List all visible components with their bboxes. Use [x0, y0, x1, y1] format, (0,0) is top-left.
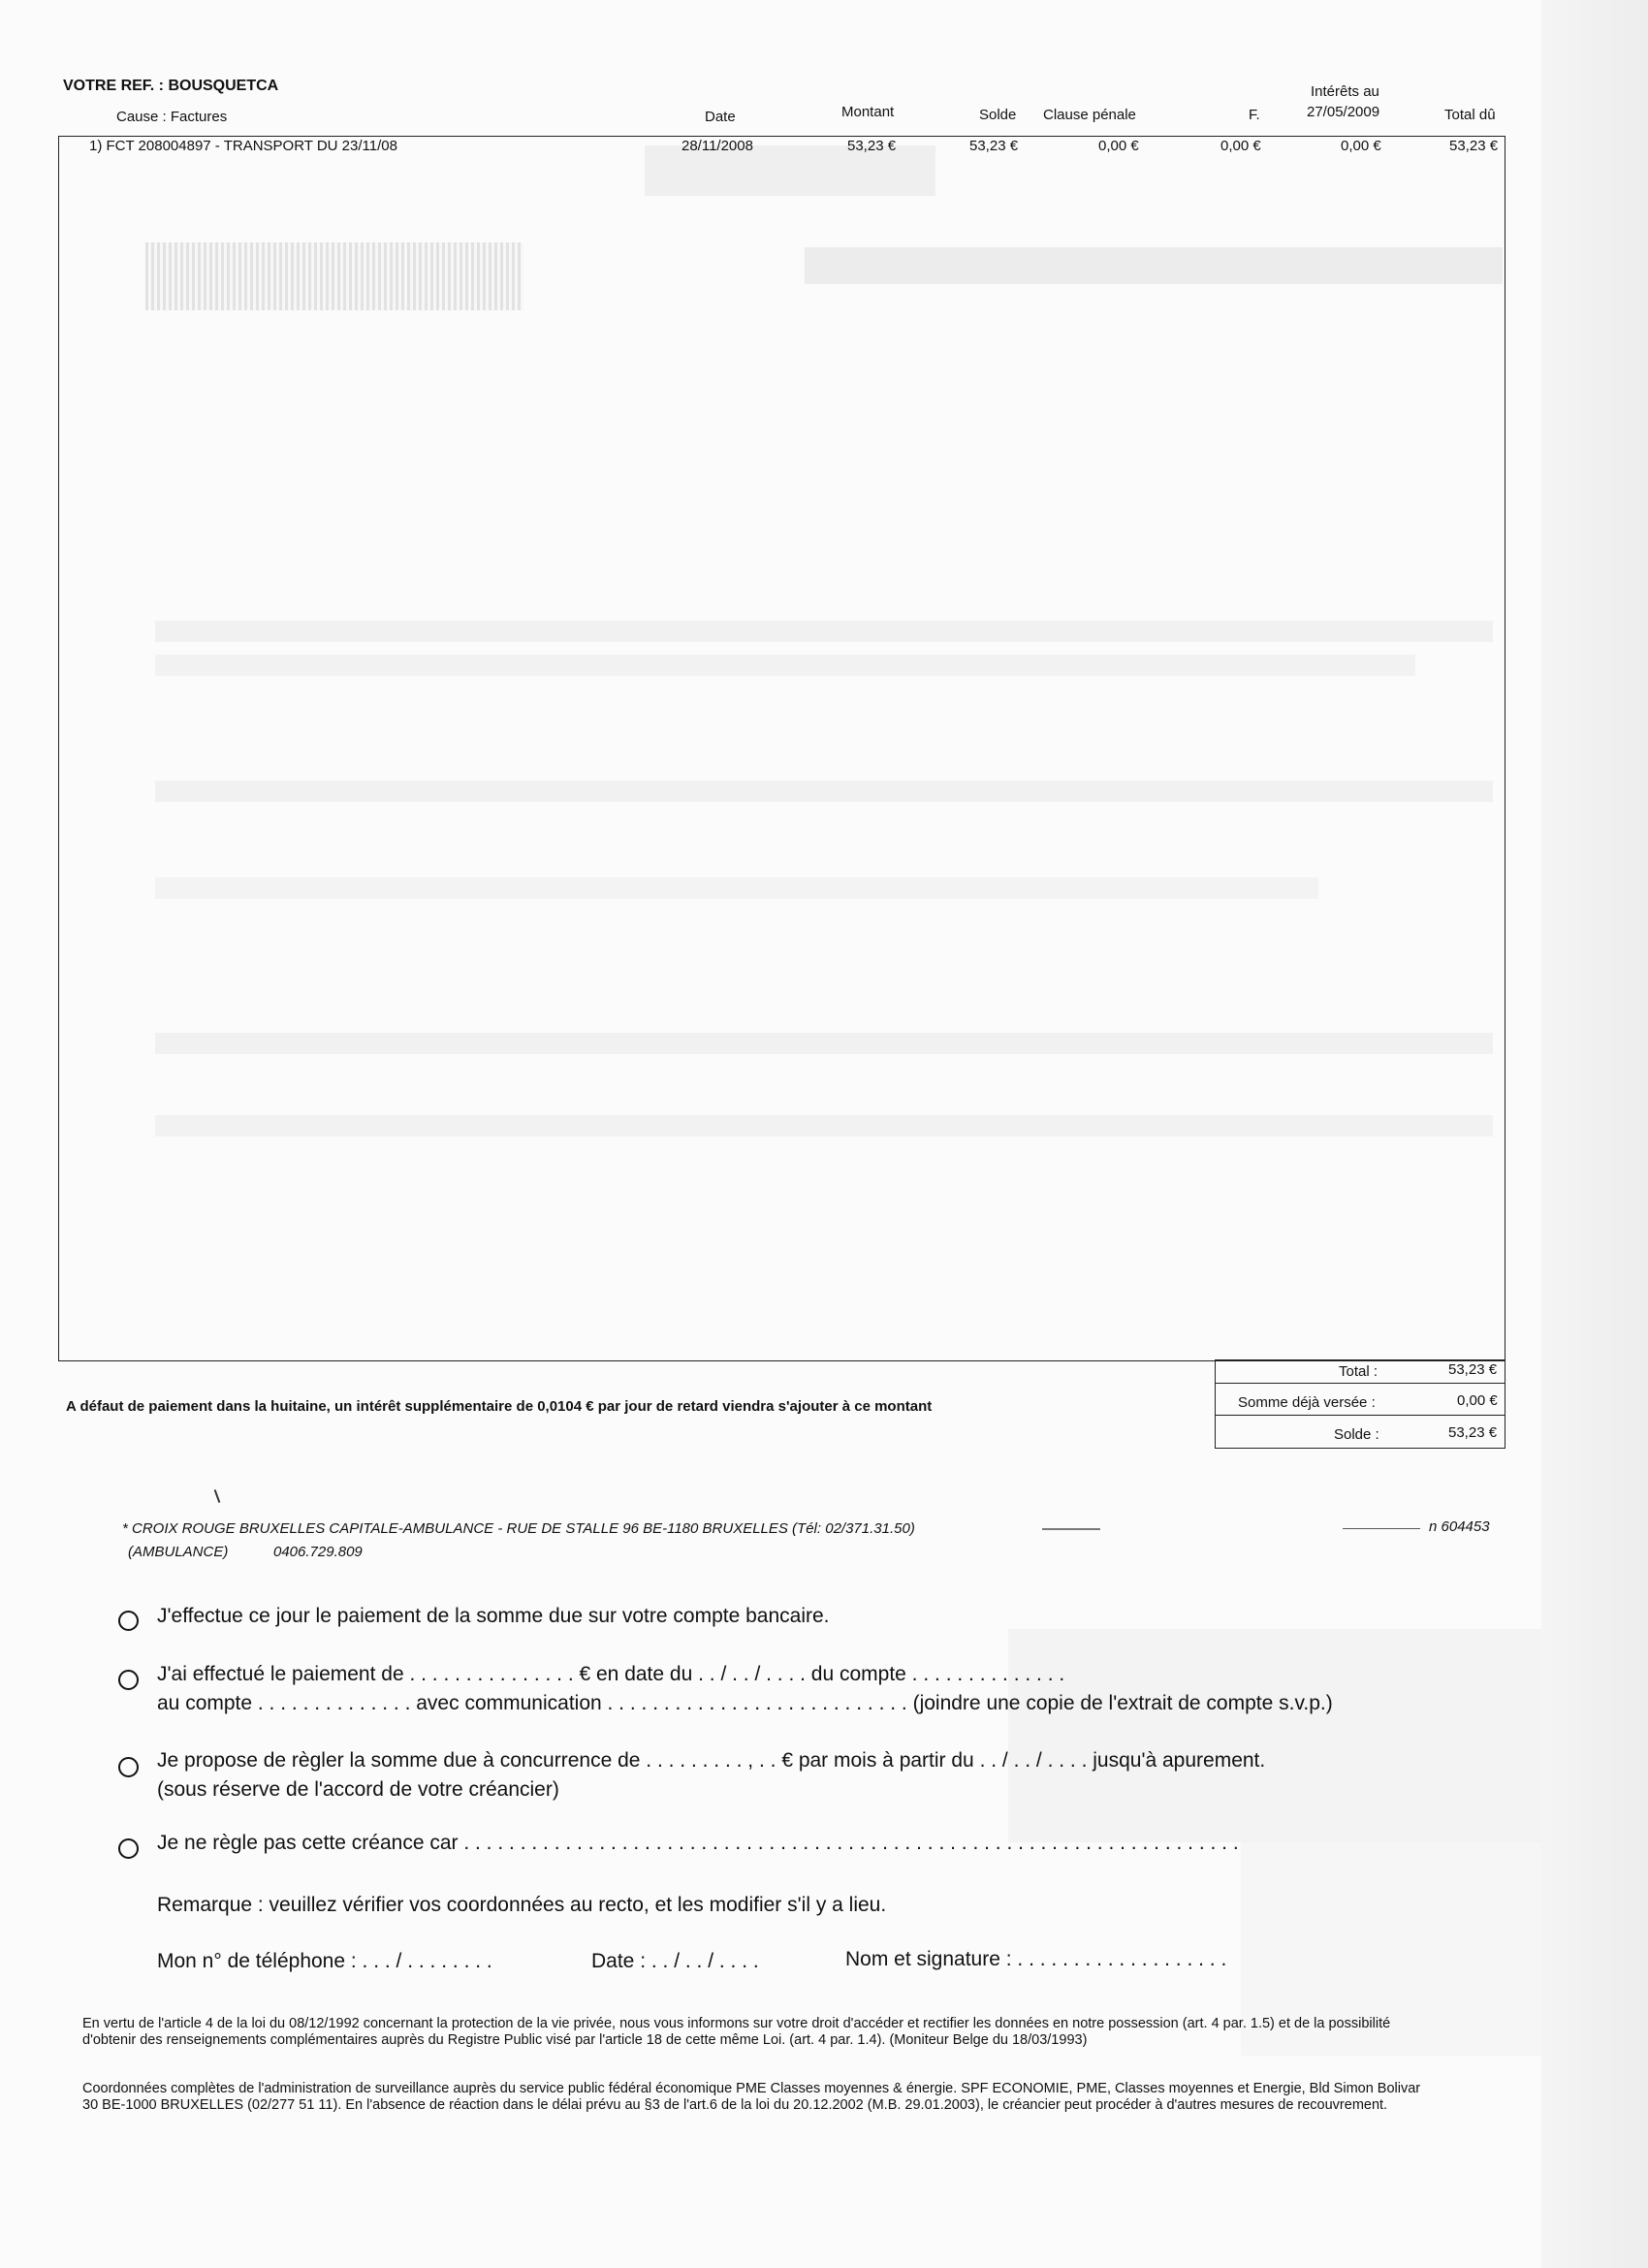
- col-interets-date: 27/05/2009: [1307, 104, 1380, 120]
- row-interets: 0,00 €: [1341, 138, 1381, 154]
- col-f-header: F.: [1249, 107, 1260, 123]
- stray-mark: [214, 1489, 221, 1503]
- row-montant: 53,23 €: [847, 138, 897, 154]
- total-value: 53,23 €: [1448, 1361, 1498, 1378]
- cause-label: Cause : Factures: [116, 109, 228, 125]
- col-total-header: Total dû: [1444, 107, 1496, 123]
- option-label: Je propose de règler la somme due à concurrence de . . . . . . . . . , . . € par mois à partir du . . / . . / . . . . jusqu'à apurement.: [157, 1749, 1266, 1772]
- row-total: 53,23 €: [1449, 138, 1499, 154]
- row-clause: 0,00 €: [1098, 138, 1139, 154]
- invoice-table-box: [58, 136, 1505, 1361]
- document-number: n 604453: [1429, 1518, 1490, 1535]
- supervision-notice: Coordonnées complètes de l'administration de surveillance auprès du service public fédéral économique PME Classes moyennes & énergie. SPF ECONOMIE, PME, Classes moyennes et Energie, Bld Simon Bolivar 30 BE-1000 BRUXELLES (02/277 51 11). En l'absence de réaction dans le délai prévu au §3 de l'art.6 de la loi du 20.12.2002 (M.B. 29.01.2003), le créancier peut procéder à d'autres mesures de recouvrement.: [82, 2081, 1421, 2113]
- col-interets-header: Intérêts au: [1311, 83, 1379, 100]
- row-description: 1) FCT 208004897 - TRANSPORT DU 23/11/08: [89, 138, 397, 154]
- col-clause-header: Clause pénale: [1043, 107, 1136, 123]
- creditor-department: (AMBULANCE): [128, 1544, 229, 1560]
- radio-circle-icon[interactable]: [118, 1757, 139, 1777]
- total-label: Total :: [1339, 1363, 1379, 1380]
- creditor-vat: 0406.729.809: [273, 1544, 363, 1560]
- option-label: J'effectue ce jour le paiement de la somme due sur votre compte bancaire.: [157, 1605, 830, 1627]
- col-solde-header: Solde: [979, 107, 1017, 123]
- option-label-line2: (sous réserve de l'accord de votre créancier): [157, 1778, 559, 1801]
- paid-label: Somme déjà versée :: [1238, 1394, 1376, 1411]
- phone-field[interactable]: Mon n° de téléphone : . . . / . . . . . . . .: [157, 1950, 492, 1972]
- paid-value: 0,00 €: [1457, 1392, 1498, 1409]
- remark-text: Remarque : veuillez vérifier vos coordonnées au recto, et les modifier s'il y a lieu.: [157, 1894, 887, 1916]
- col-date-header: Date: [705, 109, 736, 125]
- option-label-line2: au compte . . . . . . . . . . . . . . avec communication . . . . . . . . . . . . . . . . . . . . . . . . . . . (joindre une copie de l'extrait de compte s.v.p.): [157, 1692, 1333, 1714]
- col-montant-header: Montant: [841, 104, 895, 120]
- row-solde: 53,23 €: [969, 138, 1019, 154]
- signature-field[interactable]: Nom et signature : . . . . . . . . . . . . . . . . . . .: [845, 1948, 1227, 1970]
- radio-circle-icon[interactable]: [118, 1838, 139, 1859]
- radio-circle-icon[interactable]: [118, 1670, 139, 1690]
- date-field[interactable]: Date : . . / . . / . . . .: [591, 1950, 759, 1972]
- privacy-notice: En vertu de l'article 4 de la loi du 08/12/1992 concernant la protection de la vie privée, nous vous informons sur votre droit d'accéder et rectifier les données en notre possession (art. 4 par. 1.5) et de la possibilité d'obtenir des renseignements complémentaires auprès du Registre Public visé par l'article 18 de cette même Loi. (art. 4 par. 1.4). (Moniteur Belge du 18/03/1993): [82, 2016, 1391, 2048]
- row-f: 0,00 €: [1220, 138, 1261, 154]
- balance-label: Solde :: [1334, 1426, 1379, 1443]
- late-interest-notice: A défaut de paiement dans la huitaine, un intérêt supplémentaire de 0,0104 € par jour de retard viendra s'ajouter à ce montant: [66, 1398, 933, 1415]
- creditor-address: * CROIX ROUGE BRUXELLES CAPITALE-AMBULANCE - RUE DE STALLE 96 BE-1180 BRUXELLES (Tél: 02/371.31.50): [122, 1520, 915, 1537]
- customer-reference: VOTRE REF. : BOUSQUETCA: [63, 78, 279, 94]
- radio-circle-icon[interactable]: [118, 1611, 139, 1631]
- balance-value: 53,23 €: [1448, 1424, 1498, 1441]
- row-date: 28/11/2008: [681, 138, 753, 154]
- option-label: J'ai effectué le paiement de . . . . . . . . . . . . . . . € en date du . . / . . / . . . . du compte . . . . . . . . . . . . . .: [157, 1663, 1065, 1685]
- option-label: Je ne règle pas cette créance car . . . . . . . . . . . . . . . . . . . . . . . . . . . . . . . . . . . . . . . . . . . . . . . . . . . . . . . . . . . . . . . . . . . . .: [157, 1832, 1239, 1854]
